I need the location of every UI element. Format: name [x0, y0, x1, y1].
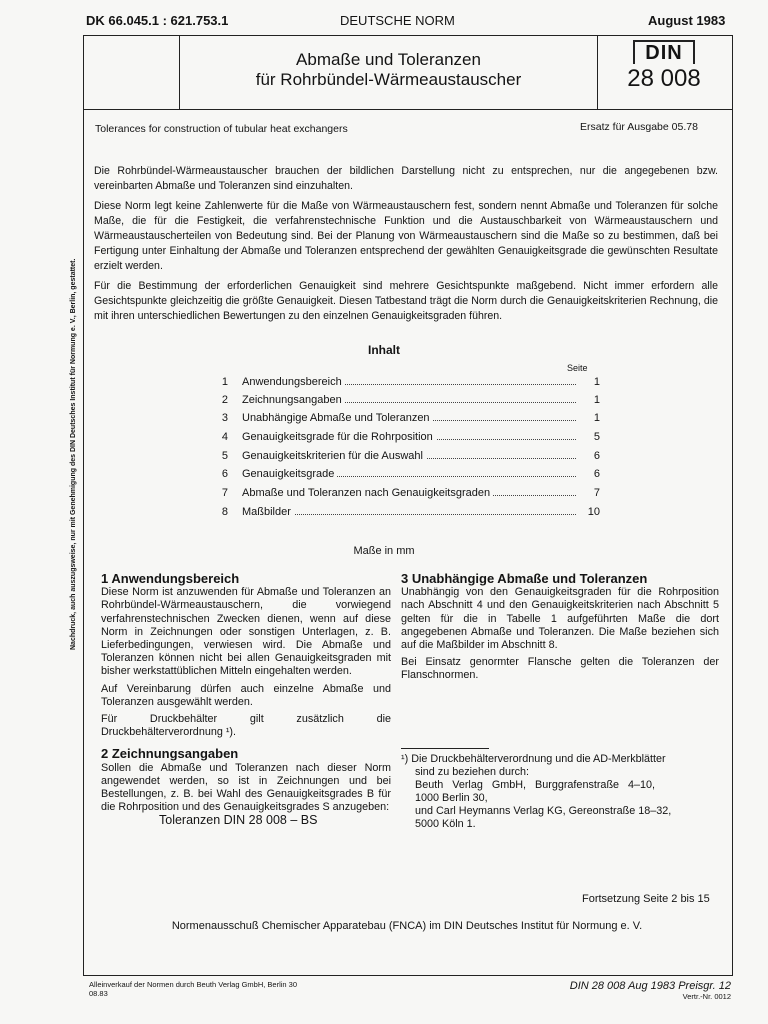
din-block — [597, 40, 731, 92]
classification-number: DK 66.045.1 : 621.753.1 — [86, 13, 229, 28]
right-column — [401, 572, 719, 687]
section-3-heading: 3 Unabhängige Abmaße und Toleranzen — [401, 571, 648, 586]
toc-page-label: Seite — [567, 363, 588, 373]
footer-left — [89, 980, 297, 998]
issue-date: August 1983 — [648, 13, 726, 28]
toc-item-title: Anwendungsbereich — [242, 376, 345, 388]
toc-item-page: 5 — [580, 431, 600, 443]
section-3-paragraph-2: Bei Einsatz genormter Flansche gelten die Toleranzen der Flanschnormen. — [401, 656, 719, 682]
footnote-rule — [401, 748, 489, 749]
section-1-paragraph-1: Diese Norm ist anzuwenden für Abmaße und Toleranzen an Rohrbündel-Wärmeaustauschern, die vorwiegend verfahrenstechnischen Zwecken dienen, wenn auf diese Norm in Zeichnungen oder sonstigen Unterlagen, z. B. Lieferbedingungen, verwiesen wird. Die Abmaße und Toleranzen können nicht bei allen Genauigkeitsgraden mit bisher werkstattüblichen Mitteln eingehalten werden. — [101, 586, 391, 678]
english-title: Tolerances for construction of tubular heat exchangers — [95, 123, 348, 135]
toc-item[interactable] — [208, 487, 600, 505]
toc-item[interactable] — [208, 506, 600, 524]
footnote-line: Beuth Verlag GmbH, Burggrafenstraße 4–10, — [415, 779, 656, 791]
section-3-paragraph-1: Unabhängig von den Genauigkeitsgraden für die Rohrposition nach Abschnitt 4 und den Genauigkeitskriterien nach Abschnitt 5 gelten für die in Tabelle 1 aufgeführten Maße die dort angegebenen Abmaße und Toleranzen. Die Maße beziehen sich auf die Maßbilder im Abschnitt 8. — [401, 586, 719, 652]
footnote-line: 5000 Köln 1. — [415, 818, 476, 830]
toc-item-number: 3 — [221, 412, 228, 424]
toc-item-title: Unabhängige Abmaße und Toleranzen — [242, 412, 433, 424]
intro-paragraph-3: Für die Bestimmung der erforderlichen Genauigkeit sind mehrere Gesichtspunkte maßgebend. Nicht immer erfordern alle Gesichtspunkte gleichzeitig die größte Genauigkeit. Diesen Tatbestand trägt die Norm durch die Genauigkeitskriterien Rechnung, die mit ihren unterschiedlichen Bewertungen zu den einzelnen Genauigkeitsgraden führen. — [94, 280, 718, 322]
toc-item-page: 1 — [580, 394, 600, 406]
toc-item-page: 10 — [580, 506, 600, 518]
section-2-example: Toleranzen DIN 28 008 – BS — [159, 813, 318, 828]
units-note: Maße in mm — [353, 545, 415, 557]
toc-item-title: Genauigkeitsgrade — [242, 468, 337, 480]
toc-item[interactable] — [208, 394, 600, 412]
footnote-line: ¹) Die Druckbehälterverordnung und die AD-Merkblätter — [401, 753, 666, 765]
toc-item-page: 1 — [580, 376, 600, 388]
toc-item-title: Maßbilder — [242, 506, 294, 518]
intro-paragraph-2: Diese Norm legt keine Zahlenwerte für die Maße von Wärmeaustauschern fest, sondern nennt Abmaße und Toleranzen für solche Maße, die für die Festigkeit, die verfahrenstechnische Funktion und die Austauschbarkeit von Wärmeaustauschern und Wärmeaustauscherteilen von Bedeutung sind. Bei der Planung von Wärmeaustauschern sind die Maße so zu bestimmen, daß bei Fertigung unter Einhaltung der Abmaße und Toleranzen entsprechend der gewählten Genauigkeitsgrade die gewünschten Resultate erzielt werden. — [94, 200, 718, 272]
footnote-line: und Carl Heymanns Verlag KG, Gereonstraße 18–32, — [415, 805, 672, 817]
toc-item-number: 2 — [221, 394, 228, 406]
toc-item-page: 7 — [580, 487, 600, 499]
left-column — [101, 572, 391, 828]
section-1-paragraph-2: Auf Vereinbarung dürfen auch einzelne Abmaße und Toleranzen ausgewählt werden. — [101, 682, 391, 708]
toc-item-number: 8 — [221, 506, 228, 518]
toc-item-number: 5 — [221, 450, 228, 462]
toc-item-title: Genauigkeitskriterien für die Auswahl — [242, 450, 426, 462]
toc-item[interactable] — [208, 431, 600, 449]
footnote — [401, 753, 721, 831]
title-line-1: Abmaße und Toleranzen — [296, 50, 481, 69]
intro-section — [94, 164, 718, 329]
committee-line: Normenausschuß Chemischer Apparatebau (FNCA) im DIN Deutsches Institut für Normung e. V. — [171, 920, 643, 932]
footer-right — [549, 980, 731, 1001]
toc-item-number: 4 — [221, 431, 228, 443]
norm-type: DEUTSCHE NORM — [340, 13, 455, 28]
toc-item[interactable] — [208, 376, 600, 394]
document-title — [180, 50, 597, 90]
section-1-heading: 1 Anwendungsbereich — [101, 571, 240, 586]
toc-item-page: 1 — [580, 412, 600, 424]
section-2-heading: 2 Zeichnungsangaben — [101, 746, 239, 762]
replaces-note: Ersatz für Ausgabe 05.78 — [580, 121, 698, 133]
continuation-note: Fortsetzung Seite 2 bis 15 — [582, 893, 710, 905]
footer-edition: 08.83 — [89, 989, 108, 998]
section-1-paragraph-3: Für Druckbehälter gilt zusätzlich die Druckbehälterverordnung ¹). — [101, 713, 391, 739]
intro-paragraph-1: Die Rohrbündel-Wärmeaustauscher brauchen der bildlichen Darstellung nicht zu entsprechen, nur die angegebenen bzw. vereinbarten Abmaße und Toleranzen sind einzuhalten. — [94, 165, 718, 192]
din-logo: DIN — [633, 40, 694, 64]
toc-item-number: 7 — [221, 487, 228, 499]
toc-item-number: 6 — [221, 468, 228, 480]
title-line-2: für Rohrbündel-Wärmeaustauscher — [255, 70, 522, 89]
footnote-line: sind zu beziehen durch: — [415, 766, 530, 778]
reprint-notice: Nachdruck, auch auszugsweise, nur mit Genehmigung des DIN Deutsches Institut für Normung e. V., Berlin, gestattet. — [70, 258, 77, 650]
toc-item-title: Zeichnungsangaben — [242, 394, 345, 406]
section-2-paragraph-1: Sollen die Abmaße und Toleranzen nach dieser Norm angewendet werden, so ist in Zeichnungen und bei Bestellungen, z. B. bei Wahl des Genauigkeitsgrades B für die Rohrposition und des Genauigkeitsgrades S anzugeben: — [101, 761, 391, 814]
footer-din-reference: DIN 28 008 Aug 1983 Preisgr. 12 — [569, 980, 731, 992]
toc-item[interactable] — [208, 450, 600, 468]
toc-item-page: 6 — [580, 468, 600, 480]
toc-item[interactable] — [208, 468, 600, 486]
toc-item-title: Abmaße und Toleranzen nach Genauigkeitsgraden — [242, 487, 493, 499]
toc-item[interactable] — [208, 412, 600, 430]
footnote-line: 1000 Berlin 30, — [415, 792, 488, 804]
toc-item-title: Genauigkeitsgrade für die Rohrposition — [242, 431, 436, 443]
toc-item-number: 1 — [221, 376, 228, 388]
din-number: 28 008 — [627, 65, 701, 92]
toc-item-page: 6 — [580, 450, 600, 462]
footer-sales-note: Alleinverkauf der Normen durch Beuth Verlag GmbH, Berlin 30 — [89, 980, 298, 989]
toc-heading: Inhalt — [368, 343, 400, 357]
footer-distribution-number: Vertr.-Nr. 0012 — [682, 992, 731, 1001]
